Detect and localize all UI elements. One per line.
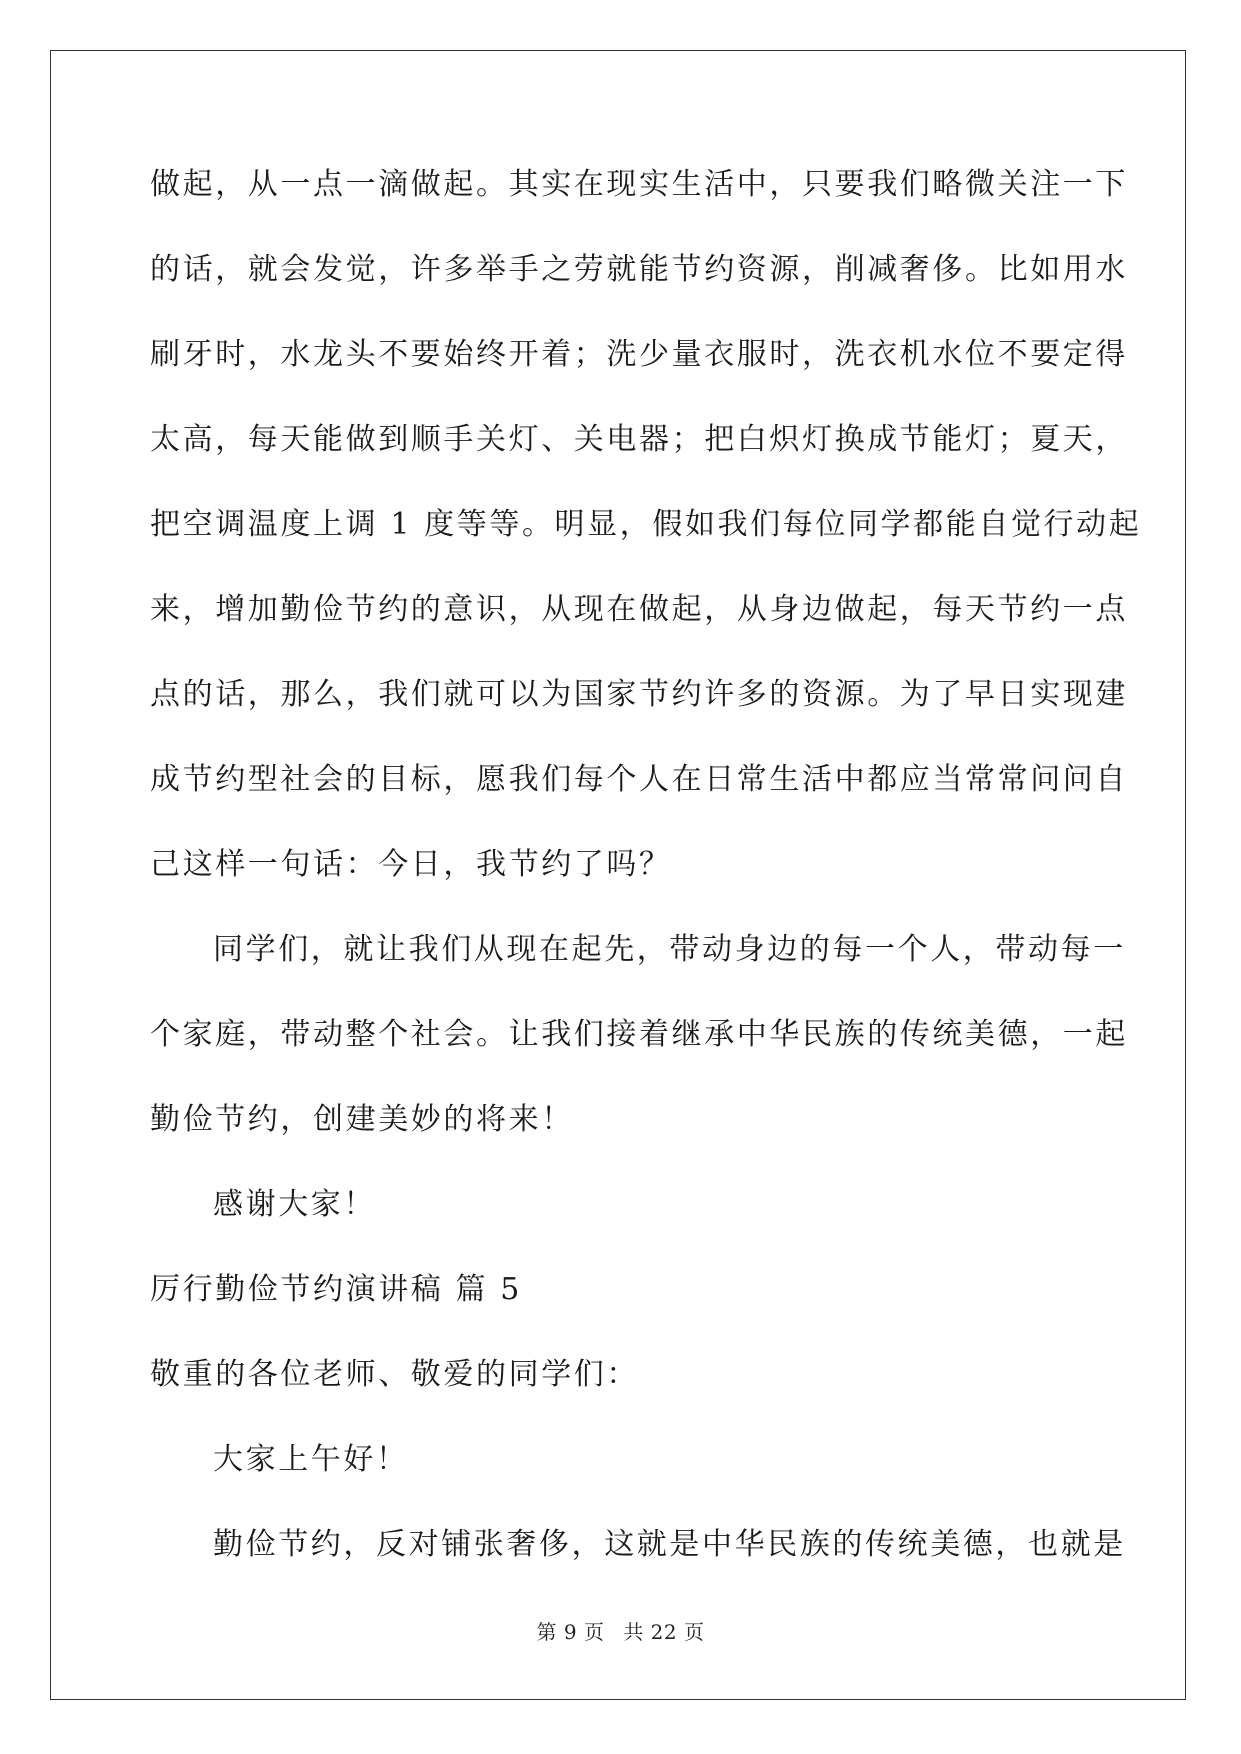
body-text-line: 太高，每天能做到顺手关灯、关电器；把白炽灯换成节能灯；夏天，: [150, 422, 1128, 457]
body-text-line: 感谢大家！: [213, 1187, 376, 1222]
body-text-line: 来，增加勤俭节约的意识，从现在做起，从身边做起，每天节约一点: [150, 592, 1128, 627]
body-text-line: 把空调温度上调 1 度等等。明显，假如我们每位同学都能自觉行动起: [150, 507, 1142, 542]
body-text-line: 勤俭节约，反对铺张奢侈，这就是中华民族的传统美德，也就是: [213, 1527, 1126, 1562]
body-text-line: 的话，就会发觉，许多举手之劳就能节约资源，削减奢侈。比如用水: [150, 252, 1128, 287]
body-text-line: 点的话，那么，我们就可以为国家节约许多的资源。为了早日实现建: [150, 677, 1128, 712]
body-text-line: 己这样一句话：今日，我节约了吗？: [150, 847, 672, 882]
greeting: 大家上午好！: [213, 1442, 409, 1477]
body-text-line: 刷牙时，水龙头不要始终开着；洗少量衣服时，洗衣机水位不要定得: [150, 337, 1128, 372]
section-heading: 厉行勤俭节约演讲稿 篇 5: [150, 1272, 522, 1307]
body-text-line: 成节约型社会的目标，愿我们每个人在日常生活中都应当常常问问自: [150, 762, 1128, 797]
page-number: 第 9 页: [536, 1620, 605, 1644]
page-total: 共 22 页: [623, 1620, 705, 1644]
body-text-line: 做起，从一点一滴做起。其实在现实生活中，只要我们略微关注一下: [150, 167, 1128, 202]
page-footer: [0, 1616, 1241, 1645]
body-text-line: 个家庭，带动整个社会。让我们接着继承中华民族的传统美德，一起: [150, 1017, 1128, 1052]
salutation: 敬重的各位老师、敬爱的同学们：: [150, 1357, 639, 1392]
body-text-line: 勤俭节约，创建美妙的将来！: [150, 1102, 574, 1137]
body-text-line: 同学们，就让我们从现在起先，带动身边的每一个人，带动每一: [213, 932, 1126, 967]
